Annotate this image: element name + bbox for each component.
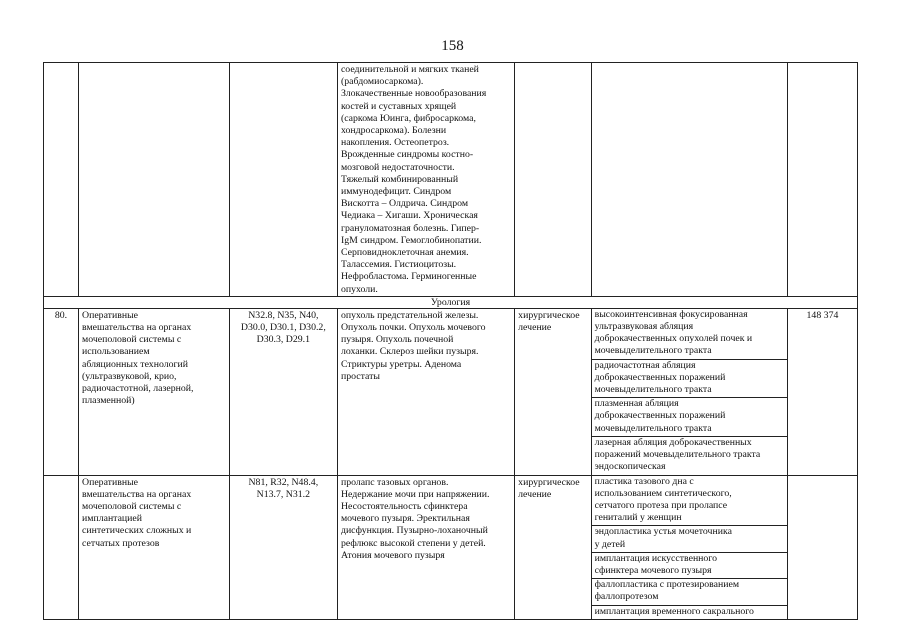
section-row	[44, 296, 858, 308]
text-line: Вискотта – Олдрича. Синдром	[340, 198, 469, 210]
cell-name	[79, 475, 230, 619]
text-line: пластика тазового дна с	[594, 475, 694, 487]
cell-number	[44, 63, 79, 297]
cell-diseases	[337, 308, 514, 475]
cell-methods	[591, 475, 787, 619]
text-line: мочеполовой системы с	[82, 334, 182, 346]
cell-price	[787, 475, 857, 619]
text-line: Опухоль почки. Опухоль мочевого	[340, 322, 486, 334]
text-line: (рабдомиосаркома).	[340, 76, 424, 88]
text-line: мочевыделительного тракта	[594, 422, 712, 434]
continuation-row	[44, 63, 858, 297]
text-line: Чедиака – Хигаши. Хроническая	[340, 210, 478, 222]
cell-treatment	[515, 308, 591, 475]
method-text	[592, 398, 787, 437]
text-line: имплантация искусственного	[594, 552, 717, 564]
text-line: пролапс тазовых органов.	[340, 476, 449, 488]
text-line: ультразвуковая абляция	[594, 321, 694, 333]
text-line: хирургическое	[518, 476, 580, 488]
cell-diseases	[337, 63, 514, 297]
text-line: Недержание мочи при напряжении.	[340, 488, 490, 500]
method-item	[592, 526, 787, 552]
text-line: мочеполовой системы с	[82, 500, 182, 512]
text-line: имплантация временного сакрального	[594, 605, 754, 617]
cell-codes	[229, 63, 337, 297]
text-line: лечение	[518, 488, 552, 500]
text-line: вмешательства на органах	[82, 488, 192, 500]
text-line: эндоскопическая	[594, 461, 666, 473]
text-line: мочевого пузыря. Эректильная	[340, 513, 470, 525]
text-line: радиочастотная абляция	[594, 359, 696, 371]
text-line: костей и суставных хрящей	[340, 100, 457, 112]
text-line: лечение	[518, 322, 552, 334]
text-line: рефлюкс высокой степени у детей.	[340, 537, 486, 549]
text-line: хондросаркома). Болезни	[340, 125, 447, 137]
method-item	[592, 436, 787, 474]
method-item	[592, 552, 787, 578]
text-line: Тяжелый комбинированный	[340, 173, 459, 185]
text-line: N81, R32, N48.4,	[248, 476, 319, 488]
text-line: мочевыделительного тракта	[594, 345, 712, 357]
text-line: (саркома Юинга, фибросаркома,	[340, 112, 476, 124]
page-number: 158	[441, 38, 464, 54]
text-line: вмешательства на органах	[82, 322, 192, 334]
text-line: хирургическое	[518, 309, 580, 321]
method-text	[592, 552, 787, 578]
cell-methods	[591, 308, 787, 475]
text-line: N32.8, N35, N40,	[248, 309, 319, 321]
method-text	[592, 579, 787, 605]
cell-diseases	[337, 475, 514, 619]
method-item	[592, 579, 787, 605]
text-line: пузыря. Опухоль почечной	[340, 334, 454, 346]
text-line: опухоли.	[340, 283, 378, 295]
text-line: фаллопластика с протезированием	[594, 579, 740, 591]
method-text	[592, 605, 787, 619]
cell-treatment	[515, 63, 591, 297]
text-line: использованием	[82, 346, 150, 358]
text-line: Атония мочевого пузыря	[340, 549, 445, 561]
cell-price	[787, 63, 857, 297]
cell-codes	[229, 475, 337, 619]
cell-codes	[229, 308, 337, 475]
text-line: радиочастотной, лазерной,	[82, 383, 194, 395]
cell-price: 148 374	[787, 308, 857, 475]
text-line: фаллопротезом	[594, 591, 659, 603]
section-title: Урология	[44, 296, 858, 308]
text-line: сетчатых протезов	[82, 537, 160, 549]
cell-name	[79, 63, 230, 297]
text-line: N13.7, N31.2	[256, 488, 310, 500]
text-line: плазменной)	[82, 395, 135, 407]
text-line: Злокачественные новообразования	[340, 88, 487, 100]
text-line: мочевыделительного тракта	[594, 384, 712, 396]
method-text	[592, 436, 787, 474]
procedure-row	[44, 308, 858, 475]
procedures-table	[43, 62, 858, 620]
cell-number: 80.	[44, 308, 79, 475]
method-item	[592, 359, 787, 398]
method-text	[592, 309, 787, 359]
text-line: грануломатозная болезнь. Гипер-	[340, 222, 480, 234]
text-line: дисфункция. Пузырно-лоханочный	[340, 525, 488, 537]
text-line: абляционных технологий	[82, 358, 189, 370]
text-line: накопления. Остеопетроз.	[340, 137, 450, 149]
methods-list	[592, 309, 787, 475]
text-line: доброкачественных поражений	[594, 371, 726, 383]
text-line: высокоинтенсивная фокусированная	[594, 308, 748, 320]
method-text	[592, 359, 787, 398]
text-line: лазерная абляция доброкачественных	[594, 436, 752, 448]
text-line: Стриктуры уретры. Аденома	[340, 358, 462, 370]
text-line: Серповидноклеточная анемия.	[340, 247, 469, 259]
text-line: плазменная абляция	[594, 398, 679, 410]
text-line: сфинктера мочевого пузыря	[594, 564, 712, 576]
text-line: D30.3, D29.1	[256, 334, 310, 346]
text-line: Нефробластома. Герминогенные	[340, 271, 477, 283]
text-line: соединительной и мягких тканей	[340, 64, 479, 75]
text-line: Оперативные	[82, 476, 138, 488]
text-line: доброкачественных опухолей почек и	[594, 333, 753, 345]
text-line: (ультразвуковой, крио,	[82, 370, 177, 382]
method-item	[592, 398, 787, 437]
procedure-row	[44, 475, 858, 619]
text-line: использованием синтетического,	[594, 487, 732, 499]
method-text	[592, 476, 787, 526]
text-line: Несостоятельность сфинктера	[340, 500, 468, 512]
text-line: иммунодефицит. Синдром	[340, 186, 452, 198]
cell-methods	[591, 63, 787, 297]
cell-number	[44, 475, 79, 619]
text-line: IgM синдром. Гемоглобинопатии.	[340, 234, 482, 246]
method-item	[592, 309, 787, 359]
cell-name	[79, 308, 230, 475]
text-line: Врожденные синдромы костно-	[340, 149, 474, 161]
text-line: у детей	[594, 538, 626, 550]
text-line: доброкачественных поражений	[594, 410, 726, 422]
text-line: гениталий у женщин	[594, 512, 682, 524]
cell-treatment	[515, 475, 591, 619]
text-line: простаты	[340, 370, 380, 382]
method-item	[592, 476, 787, 526]
text-line: мозговой недостаточности.	[340, 161, 455, 173]
text-line: эндопластика устья мочеточника	[594, 526, 732, 538]
text-line: опухоль предстательной железы.	[340, 309, 479, 321]
text-line: Оперативные	[82, 309, 138, 321]
text-line: D30.0, D30.1, D30.2,	[240, 322, 326, 334]
text-line: лоханки. Склероз шейки пузыря.	[340, 346, 479, 358]
text-line: Талассемия. Гистиоцитозы.	[340, 259, 457, 271]
text-line: имплантацией	[82, 513, 143, 525]
text-line: синтетических сложных и	[82, 525, 192, 537]
methods-list	[592, 476, 787, 619]
method-item	[592, 605, 787, 619]
text-line: сетчатого протеза при пролапсе	[594, 499, 728, 511]
method-text	[592, 526, 787, 552]
text-line: поражений мочевыделительного тракта	[594, 449, 761, 461]
